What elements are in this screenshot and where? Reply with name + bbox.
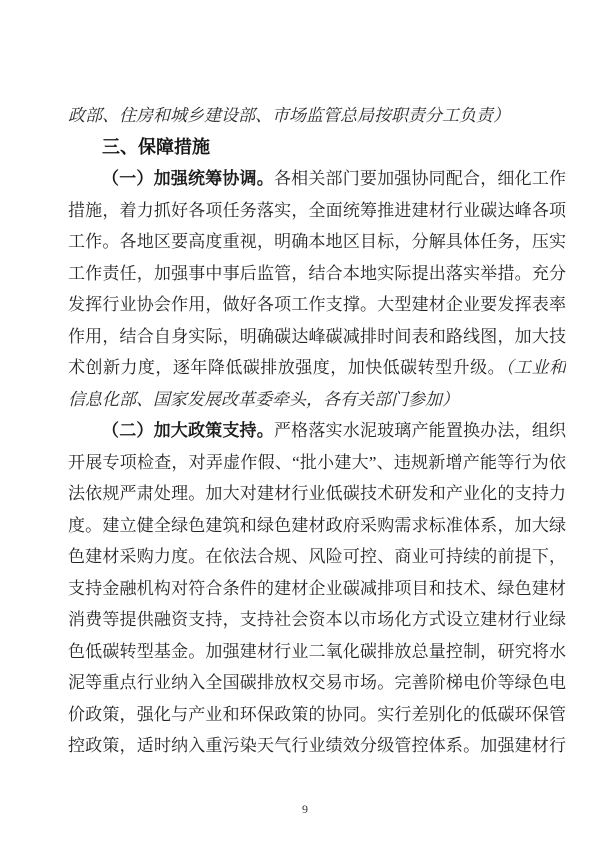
line-lead-bold: （一）加强统筹协调。 [102,169,274,188]
line-text: 泥等重点行业纳入全国碳排放权交易市场。完善阶梯电价等绿色电 [68,673,566,692]
text-line [68,667,566,699]
line-text: 工作。各地区要高度重视，明确本地区目标，分解具体任务，压实 [68,232,566,251]
line-text: 控政策，适时纳入重污染天气行业绩效分级管控体系。加强建材行 [68,736,566,755]
line-text: 开展专项检查，对弄虚作假、“批小建大”、违规新增产能等行为依 [68,452,566,472]
text-line [68,415,566,447]
text-line [68,699,566,731]
text-line [68,163,566,195]
text-line [68,352,566,384]
line-text: 措施，着力抓好各项任务落实，全面统筹推进建材行业碳达峰各项 [68,200,566,220]
line-lead-bold: （二）加大政策支持。 [102,421,274,440]
line-text: 术创新力度，逐年降低碳排放强度，加快低碳转型升级。 [68,358,506,377]
line-kai: 信息化部、国家发展改革委牵头，各有关部门参加） [68,389,459,409]
document-body [68,100,566,762]
line-text: 消费等提供融资支持，支持社会资本以市场化方式设立建材行业绿 [68,610,566,629]
text-line [68,447,566,479]
line-text: 价政策，强化与产业和环保政策的协同。实行差别化的低碳环保管 [68,704,566,724]
line-text: 作用，结合自身实际，明确碳达峰碳减排时间表和路线图，加大技 [68,326,566,346]
line-text: 严格落实水泥玻璃产能置换办法，组织 [273,421,566,440]
line-kai: 政部、住房和城乡建设部、市场监管总局按职责分工负责） [68,106,510,125]
text-line [68,636,566,668]
line-text: 发挥行业协会作用，做好各项工作支撑。大型建材企业要发挥表率 [68,295,566,314]
text-line [68,510,566,542]
text-line-attribution [68,384,566,416]
page-number: 9 [302,802,308,816]
text-line-continuation [68,100,566,132]
line-text: 支持金融机构对符合条件的建材企业碳减排项目和技术、绿色建材 [68,578,566,598]
line-text: 色建材采购力度。在依法合规、风险可控、商业可持续的前提下， [68,547,566,566]
text-line [68,573,566,605]
text-line [68,730,566,762]
text-line [68,226,566,258]
line-text: 色低碳转型基金。加强建材行业二氧化碳排放总量控制，研究将水 [68,641,566,661]
text-line [68,258,566,290]
text-line [68,604,566,636]
line-text: 度。建立健全绿色建筑和绿色建材政府采购需求标准体系，加大绿 [68,515,566,535]
text-line [68,541,566,573]
section-heading: 三、保障措施 [102,136,210,157]
line-text: 工作责任，加强事中事后监管，结合本地实际提出落实举措。充分 [68,263,566,283]
line-text: 各相关部门要加强协同配合，细化工作 [273,169,566,188]
line-text: 法依规严肃处理。加大对建材行业低碳技术研发和产业化的支持力 [68,484,566,503]
text-line [68,321,566,353]
text-line [68,289,566,321]
text-line [68,478,566,510]
text-line [68,195,566,227]
line-kai: （工业和 [505,358,566,377]
